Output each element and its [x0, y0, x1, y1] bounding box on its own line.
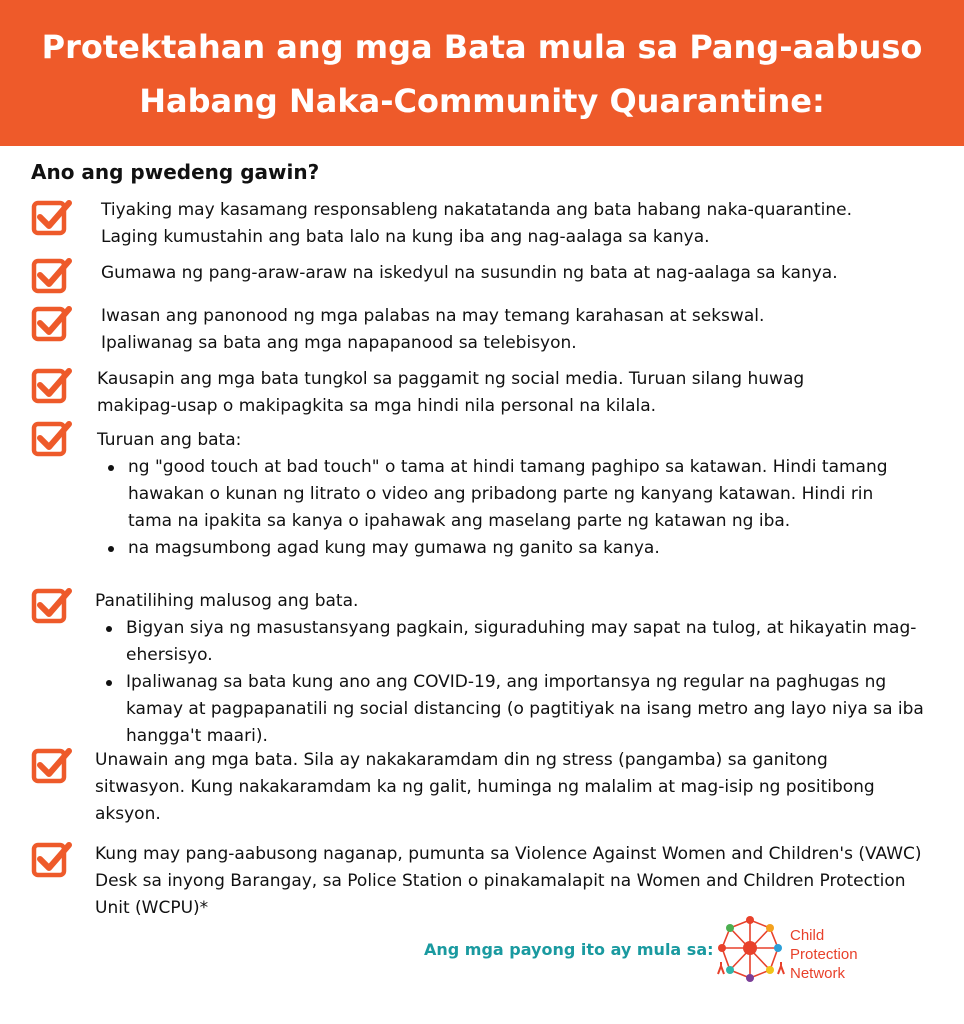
page-title-line1: Protektahan ang mga Bata mula sa Pang-aabuso [41, 28, 923, 66]
tip-text: Iwasan ang panonood ng mga palabas na may temang karahasan at sekswal. Ipaliwanag sa bata ang mga napapanood sa telebisyon. [101, 306, 765, 353]
list-item: na magsumbong agad kung may gumawa ng ganito sa kanya. [100, 535, 890, 562]
tip-text: Kausapin ang mga bata tungkol sa paggamit ng social media. Turuan silang huwag makipag-usap o makipagkita sa mga hindi nila personal na kilala. [97, 369, 805, 416]
logo-wordmark [790, 926, 858, 983]
list-item: ng "good touch at bad touch" o tama at hindi tamang paghipo sa katawan. Hindi tamang hawakan o kunan ng litrato o video ang pribadong parte ng kanyang katawan. Hindi rin tama na ipakita sa kanya o ipahawak ang maselang parte ng katawan ng iba. [100, 454, 890, 535]
logo-text-line: Child [790, 927, 825, 944]
checkbox-check-icon [31, 304, 73, 346]
tip-text: Turuan ang bata: [97, 430, 242, 450]
tip-text: Kung may pang-aabusong naganap, pumunta sa Violence Against Women and Children's (VAWC) Desk sa inyong Barangay, sa Police Station o pinakamalapit na Women and Children Protection Unit (WCPU)* [95, 844, 922, 918]
list-item: Ipaliwanag sa bata kung ano ang COVID-19, ang importansya ng regular na paghugas ng kamay at pagpapanatili ng social distancing (o pagtitiyak na isang metro ang layo niya sa iba hangga't maari). [98, 669, 932, 750]
tip-bullet-list [98, 615, 932, 750]
checkbox-check-icon [31, 586, 73, 628]
header-banner [0, 0, 964, 146]
checkbox-check-icon [31, 256, 73, 298]
logo-text-line: Network [790, 965, 846, 982]
tip-text: Panatilihing malusog ang bata. [95, 591, 359, 611]
logo-text-line: Protection [790, 946, 858, 963]
checkbox-check-icon [31, 366, 73, 408]
checkbox-check-icon [31, 746, 73, 788]
tip-bullet-list [100, 454, 890, 562]
tip-text: Tiyaking may kasamang responsableng nakatatanda ang bata habang naka-quarantine. Laging kumustahin ang bata lalo na kung iba ang nag-aalaga sa kanya. [101, 200, 852, 247]
checkbox-check-icon [31, 840, 73, 882]
list-item: Bigyan siya ng masustansyang pagkain, siguraduhing may sapat na tulog, at hikayatin mag-ehersisyo. [98, 615, 932, 669]
tip-text: Gumawa ng pang-araw-araw na iskedyul na susundin ng bata at nag-aalaga sa kanya. [101, 263, 838, 283]
tip-text: Unawain ang mga bata. Sila ay nakakaramdam din ng stress (pangamba) sa ganitong sitwasyon. Kung nakakaramdam ka ng galit, huminga ng malalim at mag-isip ng positibong aksyon. [95, 750, 875, 824]
source-attribution: Ang mga payong ito ay mula sa: [424, 940, 714, 959]
page-title-line2: Habang Naka-Community Quarantine: [139, 82, 825, 120]
checkbox-check-icon [31, 198, 73, 240]
checkbox-check-icon [31, 419, 73, 461]
section-heading: Ano ang pwedeng gawin? [31, 160, 320, 184]
